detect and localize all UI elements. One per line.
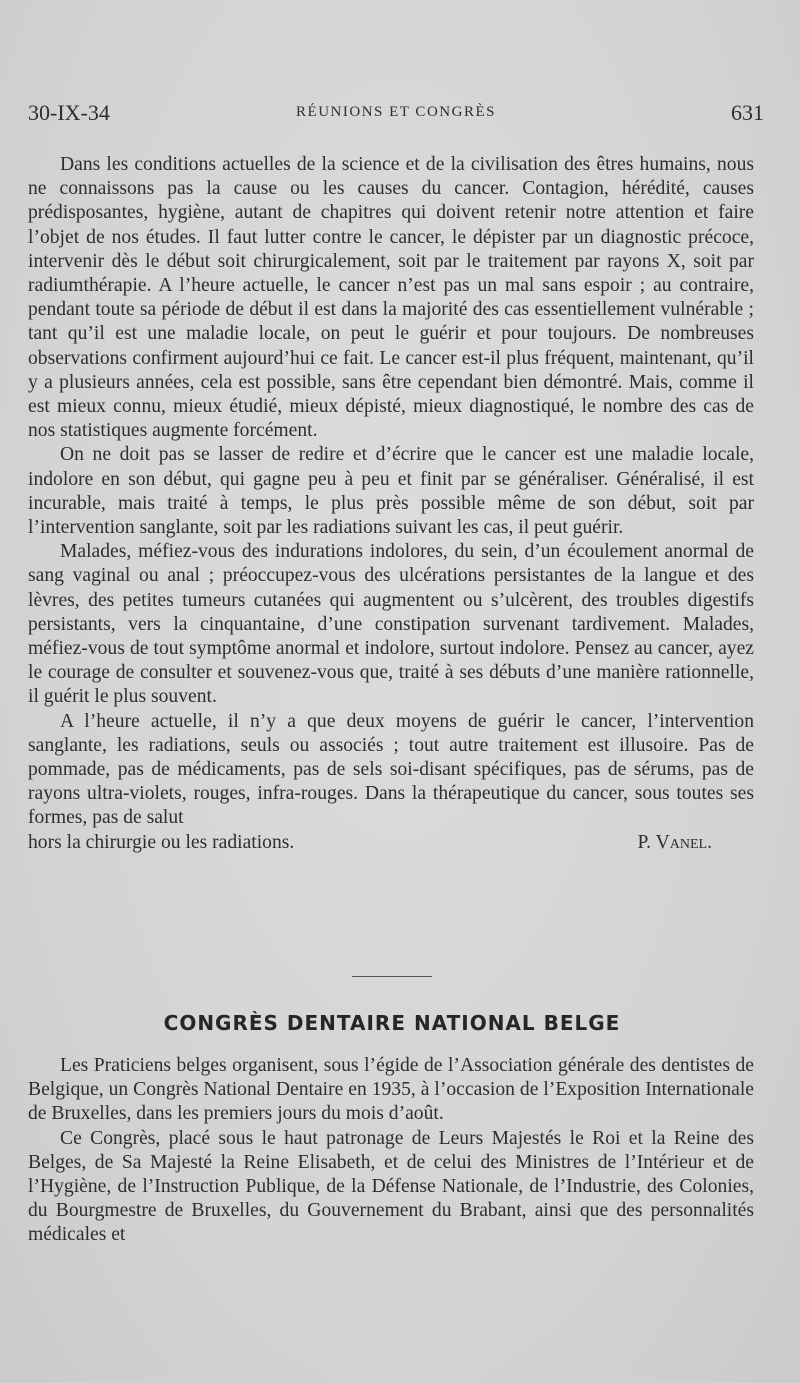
running-head	[28, 100, 764, 130]
closing-line	[28, 831, 754, 855]
article-dental-congress	[28, 1054, 754, 1248]
last-line: hors la chirurgie ou les radiations.	[28, 831, 295, 853]
section-divider	[352, 976, 432, 977]
paragraph: Les Praticiens belges organisent, sous l’égide de l’Association générale des dentistes de Belgique, un Congrès National Dentaire en 1935, à l’occasion de l’Exposition Internationale de Bruxelles, dans les premiers jours du mois d’août.	[28, 1055, 754, 1125]
header-date: 30-IX-34	[28, 100, 110, 125]
author-signature: P. Vanel.	[637, 831, 712, 853]
article-cancer	[28, 153, 754, 855]
paragraph: Malades, méfiez-vous des indurations indolores, du sein, d’un écoulement anormal de sang vaginal ou anal ; préoccupez-vous des ulcérations persistantes de la langue et des lèvres, des petites tumeurs cutanées qui augmentent ou s’ulcèrent, des troubles digestifs persistants, vers la cinquantaine, d’une constipation survenant tardivement. Malades, méfiez-vous de tout symptôme anormal et indolore, surtout indolore. Pensez au cancer, ayez le courage de consulter et souvenez-vous que, traité à ses débuts d’une manière rationnelle, il guérit le plus souvent.	[28, 541, 754, 708]
paragraph: A l’heure actuelle, il n’y a que deux moyens de guérir le cancer, l’intervention sanglante, les radiations, seuls ou associés ; tout autre traitement est illusoire. Pas de pommade, pas de médicaments, pas de sels soi-disant spécifiques, pas de sérums, pas de rayons ultra-violets, rouges, infra-rouges. Dans la thérapeutique du cancer, sous toutes ses formes, pas de salut	[28, 710, 754, 829]
page-number: 631	[731, 100, 764, 125]
paragraph: Dans les conditions actuelles de la science et de la civilisation des êtres humains, nous ne connaissons pas la cause ou les causes du cancer. Contagion, hérédité, causes prédisposantes, hygiène, autant de chapitres qui doivent retenir notre attention et faire l’objet de nos études. Il faut lutter contre le cancer, le dépister par un diagnostic précoce, intervenir dès le début soit chirurgicalement, soit par le traitement par rayons X, soit par radiumthérapie. A l’heure actuelle, le cancer n’est pas un mal sans espoir ; au contraire, pendant toute sa période de début il est dans la majorité des cas essentiellement vulnérable ; tant qu’il est une maladie locale, on peut le guérir et pour toujours. De nombreuses observations confirment aujourd’hui ce fait. Le cancer est-il plus fréquent, maintenant, qu’il y a plusieurs années, cela est possible, sans être cependant bien démontré. Mais, comme il est mieux connu, mieux étudié, mieux dépisté, mieux diagnostiqué, le nombre des cas de nos statistiques augmente forcément.	[28, 154, 754, 442]
section-heading: CONGRÈS DENTAIRE NATIONAL BELGE	[163, 1011, 621, 1035]
paragraph: Ce Congrès, placé sous le haut patronage de Leurs Majestés le Roi et la Reine des Belges, de Sa Majesté la Reine Elisabeth, et de celui des Ministres de l’Intérieur et de l’Hygiène, de l’Instruction Publique, de la Défense Nationale, de l’Industrie, des Colonies, du Bourgmestre de Bruxelles, du Gouvernement du Brabant, ainsi que des personnalités médicales et	[28, 1127, 754, 1246]
header-section-title: RÉUNIONS ET CONGRÈS	[296, 104, 496, 120]
paragraph: On ne doit pas se lasser de redire et d’écrire que le cancer est une maladie locale, indolore en son début, qui gagne peu à peu et finit par se généraliser. Généralisé, il est incurable, mais traité à temps, le plus près possible même de son début, soit par l’intervention sanglante, soit par les radiations suivant les cas, il peut guérir.	[28, 444, 754, 539]
